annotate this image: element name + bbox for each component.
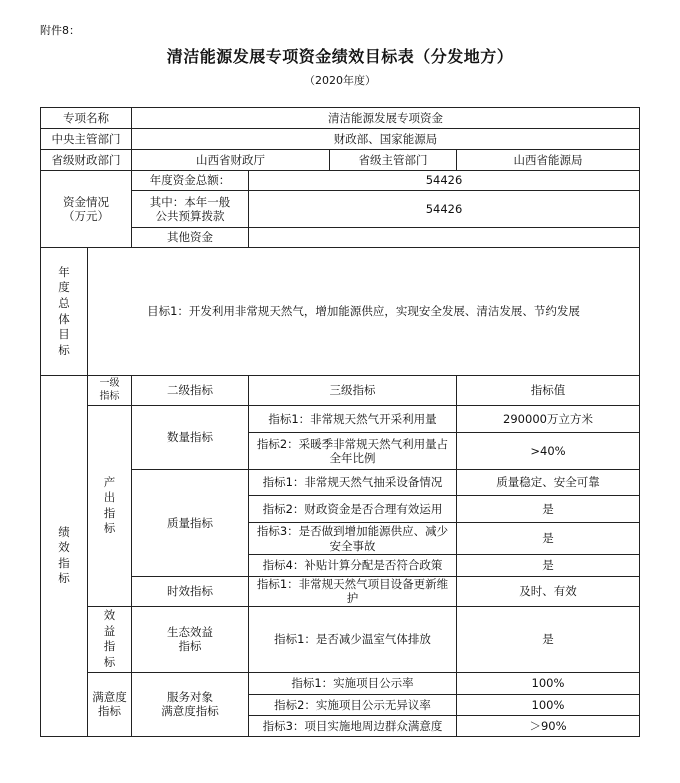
col-value: 指标值 xyxy=(457,376,640,406)
quantity-1: 指标1：非常规天然气开采利用量 xyxy=(249,406,457,433)
timeliness-1: 指标1：非常规天然气项目设备更新维护 xyxy=(249,577,457,607)
year-label: （2020年度） xyxy=(304,74,376,87)
quality-label: 质量指标 xyxy=(132,470,249,577)
benefit-label-cell xyxy=(88,606,132,672)
indicators-label-cell xyxy=(41,376,88,737)
service-label: 服务对象 满意度指标 xyxy=(132,672,249,736)
page-title: 清洁能源发展专项资金绩效目标表（分发地方） xyxy=(166,47,514,66)
satisfaction-3: 指标3：项目实施地周边群众满意度 xyxy=(249,715,457,736)
quality-3-value: 是 xyxy=(457,523,640,555)
quality-3: 指标3：是否做到增加能源供应、减少安全事故 xyxy=(249,523,457,555)
project-name-label: 专项名称 xyxy=(41,108,132,129)
output-label: 产出指标 xyxy=(103,474,116,536)
quality-1: 指标1：非常规天然气抽采设备情况 xyxy=(249,470,457,496)
funds-total-label: 年度资金总额： xyxy=(132,171,249,191)
timeliness-1-value: 及时、有效 xyxy=(457,577,640,607)
eco-1: 指标1：是否减少温室气体排放 xyxy=(249,606,457,672)
eco-1-value: 是 xyxy=(457,606,640,672)
quality-2: 指标2：财政资金是否合理有效运用 xyxy=(249,496,457,523)
project-name: 清洁能源发展专项资金 xyxy=(132,108,640,129)
quantity-2-value: >40% xyxy=(457,433,640,470)
quality-4: 指标4：补贴计算分配是否符合政策 xyxy=(249,555,457,577)
col-level2: 二级指标 xyxy=(132,376,249,406)
quality-4-value: 是 xyxy=(457,555,640,577)
central-dept: 财政部、国家能源局 xyxy=(132,129,640,150)
satisfaction-3-value: ＞90% xyxy=(457,715,640,736)
col-level3: 三级指标 xyxy=(249,376,457,406)
quality-2-value: 是 xyxy=(457,496,640,523)
quantity-1-value: 290000万立方米 xyxy=(457,406,640,433)
central-dept-label: 中央主管部门 xyxy=(41,129,132,150)
funds-other xyxy=(249,228,640,248)
prov-dept: 山西省能源局 xyxy=(457,150,640,171)
attachment-label: 附件8： xyxy=(40,24,80,37)
funds-general: 54426 xyxy=(249,191,640,228)
satisfaction-1: 指标1：实施项目公示率 xyxy=(249,672,457,694)
col-level1: 一级 指标 xyxy=(88,376,132,406)
satisfaction-label: 满意度 指标 xyxy=(88,672,132,736)
quality-1-value: 质量稳定、安全可靠 xyxy=(457,470,640,496)
prov-dept-label: 省级主管部门 xyxy=(330,150,457,171)
timeliness-label: 时效指标 xyxy=(132,577,249,607)
benefit-label: 效益指标 xyxy=(103,608,116,669)
goal-label: 年度总体目标 xyxy=(58,264,70,357)
satisfaction-1-value: 100% xyxy=(457,672,640,694)
output-label-cell xyxy=(88,406,132,607)
funds-label: 资金情况 （万元） xyxy=(41,171,132,248)
satisfaction-2-value: 100% xyxy=(457,694,640,715)
funds-general-label: 其中：本年一般 公共预算拨款 xyxy=(132,191,249,228)
indicators-label: 绩效指标 xyxy=(58,524,70,586)
goal-text: 目标1：开发利用非常规天然气，增加能源供应，实现安全发展、清洁发展、节约发展 xyxy=(88,248,640,376)
performance-table xyxy=(40,107,640,737)
quantity-label: 数量指标 xyxy=(132,406,249,470)
funds-total: 54426 xyxy=(249,171,640,191)
prov-finance: 山西省财政厅 xyxy=(132,150,330,171)
funds-other-label: 其他资金 xyxy=(132,228,249,248)
goal-label-cell xyxy=(41,248,88,376)
eco-label: 生态效益 指标 xyxy=(132,606,249,672)
satisfaction-2: 指标2：实施项目公示无异议率 xyxy=(249,694,457,715)
quantity-2: 指标2：采暖季非常规天然气利用量占全年比例 xyxy=(249,433,457,470)
prov-finance-label: 省级财政部门 xyxy=(41,150,132,171)
